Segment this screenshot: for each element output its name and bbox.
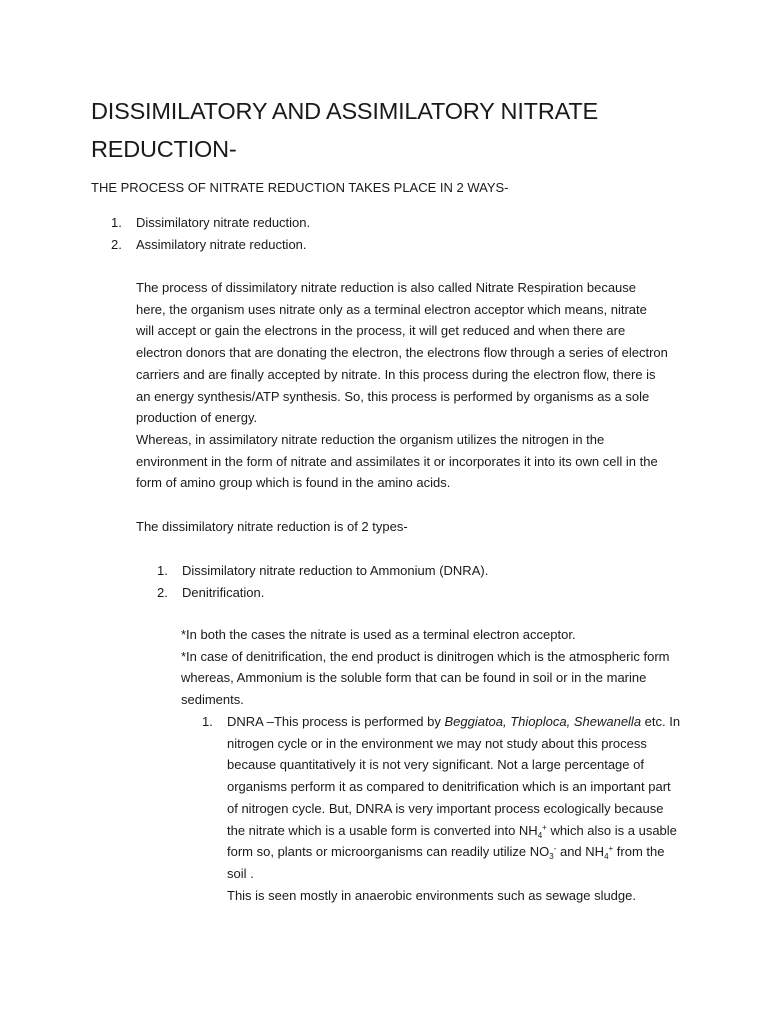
explanation-block xyxy=(136,277,668,494)
note-denitrification: *In case of denitrification, the end product is dinitrogen which is the atmospheric form whereas, Ammonium is the soluble form that can be found in soil or in the marine sediments. xyxy=(181,648,670,708)
dnra-organisms: Beggiatoa, Thioploca, Shewanella xyxy=(444,714,642,729)
dissimilatory-paragraph: The process of dissimilatory nitrate reduction is also called Nitrate Respiration because here, the organism uses nitrate only as a terminal electron acceptor which means, nitrate will accept or gain the electrons in the process, it will get reduced and when there are electron donors that are donating the electron, the electrons flow through a series of electron carriers and are finally accepted by nitrate. In this process during the electron flow, there is an energy synthesis/ATP synthesis. So, this process is performed by organisms as a sole production of energy. xyxy=(136,280,668,426)
nh4-subscript: 4 xyxy=(604,852,609,862)
list-text: Dissimilatory nitrate reduction to Ammonium (DNRA). xyxy=(182,563,489,578)
types-intro-block xyxy=(136,516,668,538)
types-list xyxy=(157,560,488,603)
list-number: 1. xyxy=(157,563,168,578)
assimilatory-paragraph: Whereas, in assimilatory nitrate reduction the organism utilizes the nitrogen in the environment in the form of nitrate and assimilates it or incorporates it into its own cell in the form of amino group which is found in the amino acids. xyxy=(136,431,658,491)
list-number: 2. xyxy=(111,236,122,252)
dnra-text-4: from the soil . xyxy=(227,844,665,881)
dnra-lead: DNRA –This process is performed by xyxy=(227,714,445,729)
list-text: Assimilatory nitrate reduction. xyxy=(136,236,307,252)
list-number: 1. xyxy=(202,714,213,729)
nh4-superscript: + xyxy=(542,822,547,832)
no3-subscript: 3 xyxy=(549,852,554,862)
nh4-subscript: 4 xyxy=(537,830,543,840)
notes-block xyxy=(181,624,681,711)
types-intro: The dissimilatory nitrate reduction is of 2 types- xyxy=(136,519,408,534)
list-item xyxy=(111,234,310,256)
note-terminal-acceptor: *In both the cases the nitrate is used as a terminal electron acceptor. xyxy=(181,627,576,642)
list-number: 1. xyxy=(111,215,122,230)
nh4-superscript: + xyxy=(608,844,614,854)
list-number: 2. xyxy=(157,584,168,600)
document-subtitle: THE PROCESS OF NITRATE REDUCTION TAKES PLACE IN 2 WAYS- xyxy=(91,180,509,195)
list-item xyxy=(157,560,488,582)
dnra-body xyxy=(202,711,682,906)
no3-superscript: - xyxy=(553,844,557,854)
list-item xyxy=(157,582,488,604)
dnra-item xyxy=(202,711,682,906)
dnra-last-line: This is seen mostly in anaerobic environments such as sewage sludge. xyxy=(227,887,636,903)
list-text: Dissimilatory nitrate reduction. xyxy=(136,215,311,230)
dnra-text-3: and NH xyxy=(556,844,605,860)
dnra-text-2: which also is a usable form so, plants or microorganisms can readily utilize NO xyxy=(227,822,677,860)
list-item xyxy=(111,212,310,234)
ways-list xyxy=(111,212,310,255)
dnra-text-1: etc. In nitrogen cycle or in the environment we may not study about this process because quantitatively it is not very significant. Not a large percentage of organisms perform it as compared to denitrification which is an important part of nitrogen cycle. But, DNRA is very important process ecologically because the nitrate which is a usable form is converted into NH xyxy=(227,714,681,838)
document-title: DISSIMILATORY AND ASSIMILATORY NITRATE REDUCTION- xyxy=(91,98,598,162)
list-text: Denitrification. xyxy=(182,584,265,600)
